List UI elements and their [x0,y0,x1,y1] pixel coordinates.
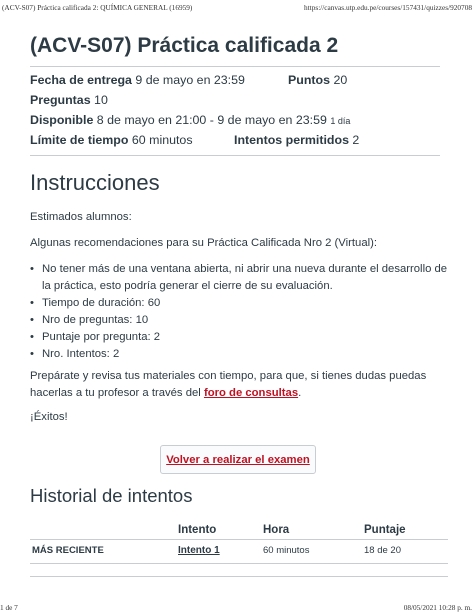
detail-due [30,73,245,87]
points-label: Puntos [288,73,330,87]
retake-quiz-button[interactable]: Volver a realizar el examen [160,445,316,474]
instructions-farewell: ¡Éxitos! [30,411,68,423]
instructions-greeting: Estimados alumnos: [30,211,132,223]
attempts-label: Intentos permitidos [234,133,349,147]
print-footer [0,601,474,613]
detail-points [288,73,347,87]
print-header-title: (ACV-S07) Práctica calificada 2: QUÍMICA GENERAL (16959) [2,3,193,12]
points-value: 20 [333,73,348,87]
instructions-title: Instrucciones [30,170,160,195]
instructions-list [30,261,450,363]
list-item: • Nro. Intentos: 2 [30,346,450,363]
questions-label: Preguntas [30,93,91,107]
questions-value: 10 [94,93,108,107]
detail-available [30,113,350,127]
table-bottom-divider [30,576,448,577]
title-divider [30,66,440,67]
print-header [0,0,474,14]
page-number: 1 de 7 [0,603,18,612]
details-divider [30,155,440,156]
column-header-time: Hora [263,524,290,536]
due-value: 9 de mayo en 23:59 [135,73,245,87]
history-title: Historial de intentos [30,485,193,506]
closing-end: . [298,387,302,399]
print-header-url: https://canvas.utp.edu.pe/courses/157431/quizzes/920708 [304,3,472,12]
forum-link[interactable]: foro de consultas [203,387,299,399]
list-item: • Puntaje por pregunta: 2 [30,329,450,346]
available-note: 1 día [330,116,351,126]
time-limit-label: Límite de tiempo [30,133,129,147]
available-label: Disponible [30,113,94,127]
detail-attempts [234,133,359,147]
list-item: • No tener más de una ventana abierta, ni abrir una nueva durante el desarrollo de la práctica, esto podría generar el cierre de su evaluación. [30,261,450,295]
due-label: Fecha de entrega [30,73,132,87]
column-header-attempt: Intento [178,524,217,536]
attempts-value: 2 [352,133,360,147]
instructions-closing [30,368,450,402]
page-title: (ACV-S07) Práctica calificada 2 [30,34,339,57]
instructions-intro: Algunas recomendaciones para su Práctica Calificada Nro 2 (Virtual): [30,237,378,249]
row-label-latest: MÁS RECIENTE [32,545,104,556]
row-time: 60 minutos [263,545,310,556]
list-item: • Tiempo de duración: 60 [30,295,450,312]
list-item: • Nro de preguntas: 10 [30,312,450,329]
row-score: 18 de 20 [364,545,401,556]
time-limit-value: 60 minutos [131,133,193,147]
detail-questions [30,93,108,107]
detail-time-limit [30,133,193,147]
available-value: 8 de mayo en 21:00 - 9 de mayo en 23:59 [96,113,327,127]
attempt-1-link[interactable]: Intento 1 [178,545,220,556]
closing-text: Prepárate y revisa tus materiales con tiempo, para que, si tienes dudas puedas hacerlas a tu profesor a través del [30,370,427,399]
print-timestamp: 08/05/2021 10:28 p. m. [403,603,472,612]
column-header-score: Puntaje [364,524,406,536]
